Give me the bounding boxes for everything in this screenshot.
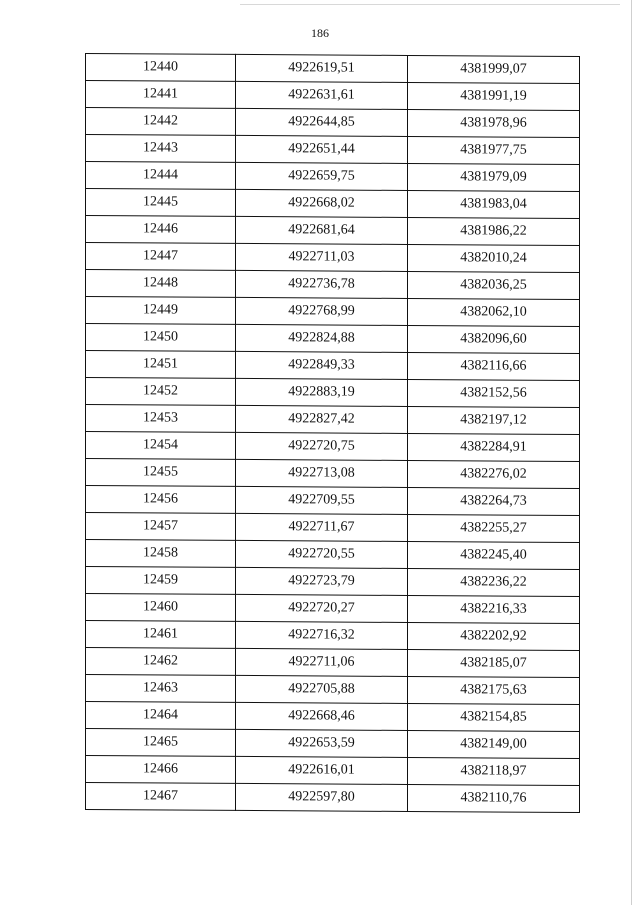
y-coordinate-cell: 4382284,91 [408,433,580,461]
table-row [86,54,580,84]
point-number-cell: 12462 [86,648,236,676]
x-coordinate-cell: 4922616,01 [236,756,408,784]
y-coordinate-cell: 4382175,63 [408,676,580,704]
point-number-cell: 12448 [86,270,236,298]
table-row [86,702,580,732]
y-coordinate-cell: 4382116,66 [408,352,580,380]
y-coordinate-cell: 4381986,22 [408,217,580,245]
point-number-cell: 12463 [86,675,236,703]
table-row [86,756,580,786]
table-row [86,567,580,597]
point-number-cell: 12444 [86,162,236,190]
table-row [86,675,580,705]
y-coordinate-cell: 4382036,25 [408,271,580,299]
x-coordinate-cell: 4922705,88 [236,675,408,703]
table-row [86,324,580,354]
y-coordinate-cell: 4382154,85 [408,703,580,731]
x-coordinate-cell: 4922668,02 [236,189,408,217]
table-row [86,351,580,381]
x-coordinate-cell: 4922720,27 [236,594,408,622]
y-coordinate-cell: 4381977,75 [408,136,580,164]
x-coordinate-cell: 4922631,61 [236,81,408,109]
y-coordinate-cell: 4382110,76 [408,784,580,812]
x-coordinate-cell: 4922824,88 [236,324,408,352]
table-row [86,270,580,300]
point-number-cell: 12445 [86,189,236,217]
y-coordinate-cell: 4381991,19 [408,82,580,110]
y-coordinate-cell: 4382197,12 [408,406,580,434]
x-coordinate-cell: 4922849,33 [236,351,408,379]
x-coordinate-cell: 4922709,55 [236,486,408,514]
y-coordinate-cell: 4381979,09 [408,163,580,191]
x-coordinate-cell: 4922716,32 [236,621,408,649]
point-number-cell: 12440 [86,54,236,82]
point-number-cell: 12446 [86,216,236,244]
point-number-cell: 12447 [86,243,236,271]
table-row [86,378,580,408]
x-coordinate-cell: 4922711,67 [236,513,408,541]
y-coordinate-cell: 4381999,07 [408,55,580,83]
table-row [86,486,580,516]
x-coordinate-cell: 4922827,42 [236,405,408,433]
y-coordinate-cell: 4382118,97 [408,757,580,785]
table-row [86,432,580,462]
point-number-cell: 12456 [86,486,236,514]
point-number-cell: 12459 [86,567,236,595]
y-coordinate-cell: 4382216,33 [408,595,580,623]
point-number-cell: 12443 [86,135,236,163]
y-coordinate-cell: 4381978,96 [408,109,580,137]
table-row [86,729,580,759]
table-row [86,513,580,543]
y-coordinate-cell: 4382149,00 [408,730,580,758]
coordinates-table-body [86,54,580,813]
scan-edge-top [240,4,620,5]
x-coordinate-cell: 4922711,03 [236,243,408,271]
point-number-cell: 12442 [86,108,236,136]
point-number-cell: 12454 [86,432,236,460]
point-number-cell: 12465 [86,729,236,757]
point-number-cell: 12464 [86,702,236,730]
coordinates-table [85,53,580,813]
table-row [86,621,580,651]
table-row [86,783,580,813]
point-number-cell: 12467 [86,783,236,811]
table-row [86,162,580,192]
x-coordinate-cell: 4922668,46 [236,702,408,730]
y-coordinate-cell: 4382255,27 [408,514,580,542]
table-row [86,216,580,246]
point-number-cell: 12450 [86,324,236,352]
x-coordinate-cell: 4922644,85 [236,108,408,136]
x-coordinate-cell: 4922597,80 [236,783,408,811]
point-number-cell: 12452 [86,378,236,406]
y-coordinate-cell: 4382276,02 [408,460,580,488]
page-number: 186 [311,26,329,40]
x-coordinate-cell: 4922659,75 [236,162,408,190]
x-coordinate-cell: 4922768,99 [236,297,408,325]
table-row [86,189,580,219]
x-coordinate-cell: 4922711,06 [236,648,408,676]
point-number-cell: 12449 [86,297,236,325]
table-row [86,243,580,273]
table-row [86,297,580,327]
y-coordinate-cell: 4382236,22 [408,568,580,596]
point-number-cell: 12461 [86,621,236,649]
table-row [86,540,580,570]
table-row [86,648,580,678]
table-row [86,81,580,111]
y-coordinate-cell: 4382062,10 [408,298,580,326]
y-coordinate-cell: 4382096,60 [408,325,580,353]
x-coordinate-cell: 4922720,75 [236,432,408,460]
y-coordinate-cell: 4382185,07 [408,649,580,677]
x-coordinate-cell: 4922883,19 [236,378,408,406]
y-coordinate-cell: 4382264,73 [408,487,580,515]
table-row [86,405,580,435]
x-coordinate-cell: 4922736,78 [236,270,408,298]
x-coordinate-cell: 4922723,79 [236,567,408,595]
point-number-cell: 12458 [86,540,236,568]
x-coordinate-cell: 4922619,51 [236,54,408,82]
y-coordinate-cell: 4382152,56 [408,379,580,407]
x-coordinate-cell: 4922720,55 [236,540,408,568]
x-coordinate-cell: 4922681,64 [236,216,408,244]
x-coordinate-cell: 4922713,08 [236,459,408,487]
point-number-cell: 12453 [86,405,236,433]
x-coordinate-cell: 4922651,44 [236,135,408,163]
table-row [86,108,580,138]
point-number-cell: 12441 [86,81,236,109]
point-number-cell: 12460 [86,594,236,622]
point-number-cell: 12457 [86,513,236,541]
y-coordinate-cell: 4382245,40 [408,541,580,569]
table-row [86,459,580,489]
table-row [86,594,580,624]
y-coordinate-cell: 4382010,24 [408,244,580,272]
point-number-cell: 12451 [86,351,236,379]
point-number-cell: 12455 [86,459,236,487]
y-coordinate-cell: 4381983,04 [408,190,580,218]
point-number-cell: 12466 [86,756,236,784]
scan-edge-right [631,0,632,905]
table-row [86,135,580,165]
x-coordinate-cell: 4922653,59 [236,729,408,757]
y-coordinate-cell: 4382202,92 [408,622,580,650]
